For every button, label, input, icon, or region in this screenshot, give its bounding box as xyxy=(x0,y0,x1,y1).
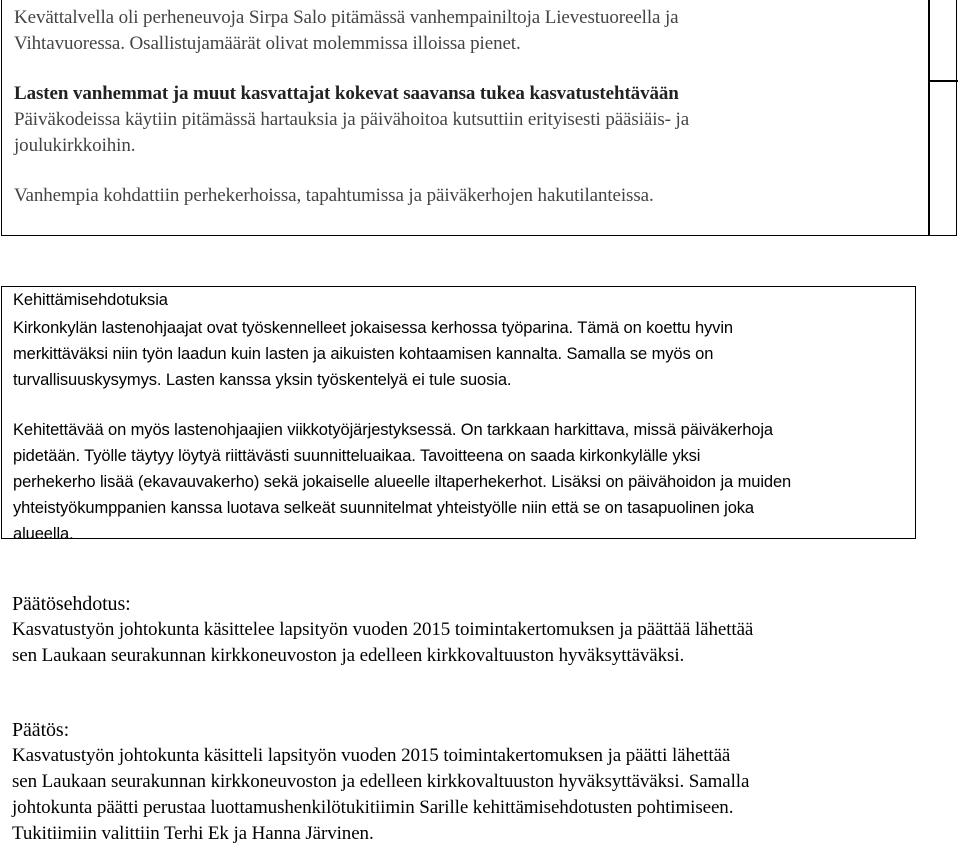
table-column-divider xyxy=(928,0,930,235)
proposal-section xyxy=(12,591,942,669)
paragraph-line: Kasvatustyön johtokunta käsitteli lapsityön vuoden 2015 toimintakertomuksen ja päätti lähettää xyxy=(12,745,731,766)
top-table xyxy=(1,0,957,236)
top-table-cell xyxy=(14,5,919,209)
paragraph-line: sen Laukaan seurakunnan kirkkoneuvoston ja edelleen kirkkovaltuuston hyväksyttäväksi. xyxy=(12,645,685,666)
decision-heading: Päätös: xyxy=(12,719,70,741)
paragraph-line: Kevättalvella oli perheneuvoja Sirpa Salo pitämässä vanhempainiltoja Lievestuoreella ja xyxy=(14,7,679,28)
table-row-divider xyxy=(928,80,958,82)
paragraph-line: yhteistyökumppanien kanssa luotava selkeät suunnitelmat yhteistyölle niin että se on tasapuolinen joka xyxy=(13,499,755,517)
paragraph-line: johtokunta päätti perustaa luottamushenkilötukitiimin Sarille kehittämisehdotusten pohtimiseen. xyxy=(12,797,734,818)
paragraph-line: Kasvatustyön johtokunta käsittelee lapsityön vuoden 2015 toimintakertomuksen ja päättää lähettää xyxy=(12,619,754,640)
development-proposals-content xyxy=(13,287,908,547)
box-heading: Kehittämisehdotuksia xyxy=(13,291,168,309)
paragraph-line: pidetään. Työlle täytyy löytyä riittävästi suunnitteluaikaa. Tavoitteena on saada kirkonkylälle yksi xyxy=(13,447,701,465)
paragraph-line: Päiväkodeissa käytiin pitämässä hartauksia ja päivähoitoa kutsuttiin erityisesti pääsiäis- ja xyxy=(14,109,690,130)
decision-section xyxy=(12,717,942,847)
proposal-heading: Päätösehdotus: xyxy=(12,593,131,615)
paragraph-line: alueella. xyxy=(13,525,74,543)
paragraph-line: Vanhempia kohdattiin perhekerhoissa, tapahtumissa ja päiväkerhojen hakutilanteissa. xyxy=(14,185,654,206)
paragraph-line: sen Laukaan seurakunnan kirkkoneuvoston ja edelleen kirkkovaltuuston hyväksyttäväksi. Samalla xyxy=(12,771,750,792)
section-heading: Lasten vanhemmat ja muut kasvattajat kokevat saavansa tukea kasvatustehtävään xyxy=(14,83,679,104)
paragraph-line: Tukitiimiin valittiin Terhi Ek ja Hanna Järvinen. xyxy=(12,823,374,844)
paragraph-line: Vihtavuoressa. Osallistujamäärät olivat molemmissa illoissa pienet. xyxy=(14,33,521,54)
paragraph-line: Kehitettävää on myös lastenohjaajien viikkotyöjärjestyksessä. On tarkkaan harkittava, missä päiväkerhoja xyxy=(13,421,773,439)
paragraph-line: merkittäväksi niin työn laadun kuin lasten ja aikuisten kohtaamisen kannalta. Samalla se myös on xyxy=(13,345,714,363)
paragraph-line: turvallisuuskysymys. Lasten kanssa yksin työskentelyä ei tule suosia. xyxy=(13,371,512,389)
development-proposals-box xyxy=(1,286,916,543)
paragraph-line: perhekerho lisää (ekavauvakerho) sekä jokaiselle alueelle iltaperhekerhot. Lisäksi on päivähoidon ja muiden xyxy=(13,473,792,491)
paragraph-line: joulukirkkoihin. xyxy=(14,135,136,156)
paragraph-line: Kirkonkylän lastenohjaajat ovat työskennelleet jokaisessa kerhossa työparina. Tämä on koettu hyvin xyxy=(13,319,733,337)
